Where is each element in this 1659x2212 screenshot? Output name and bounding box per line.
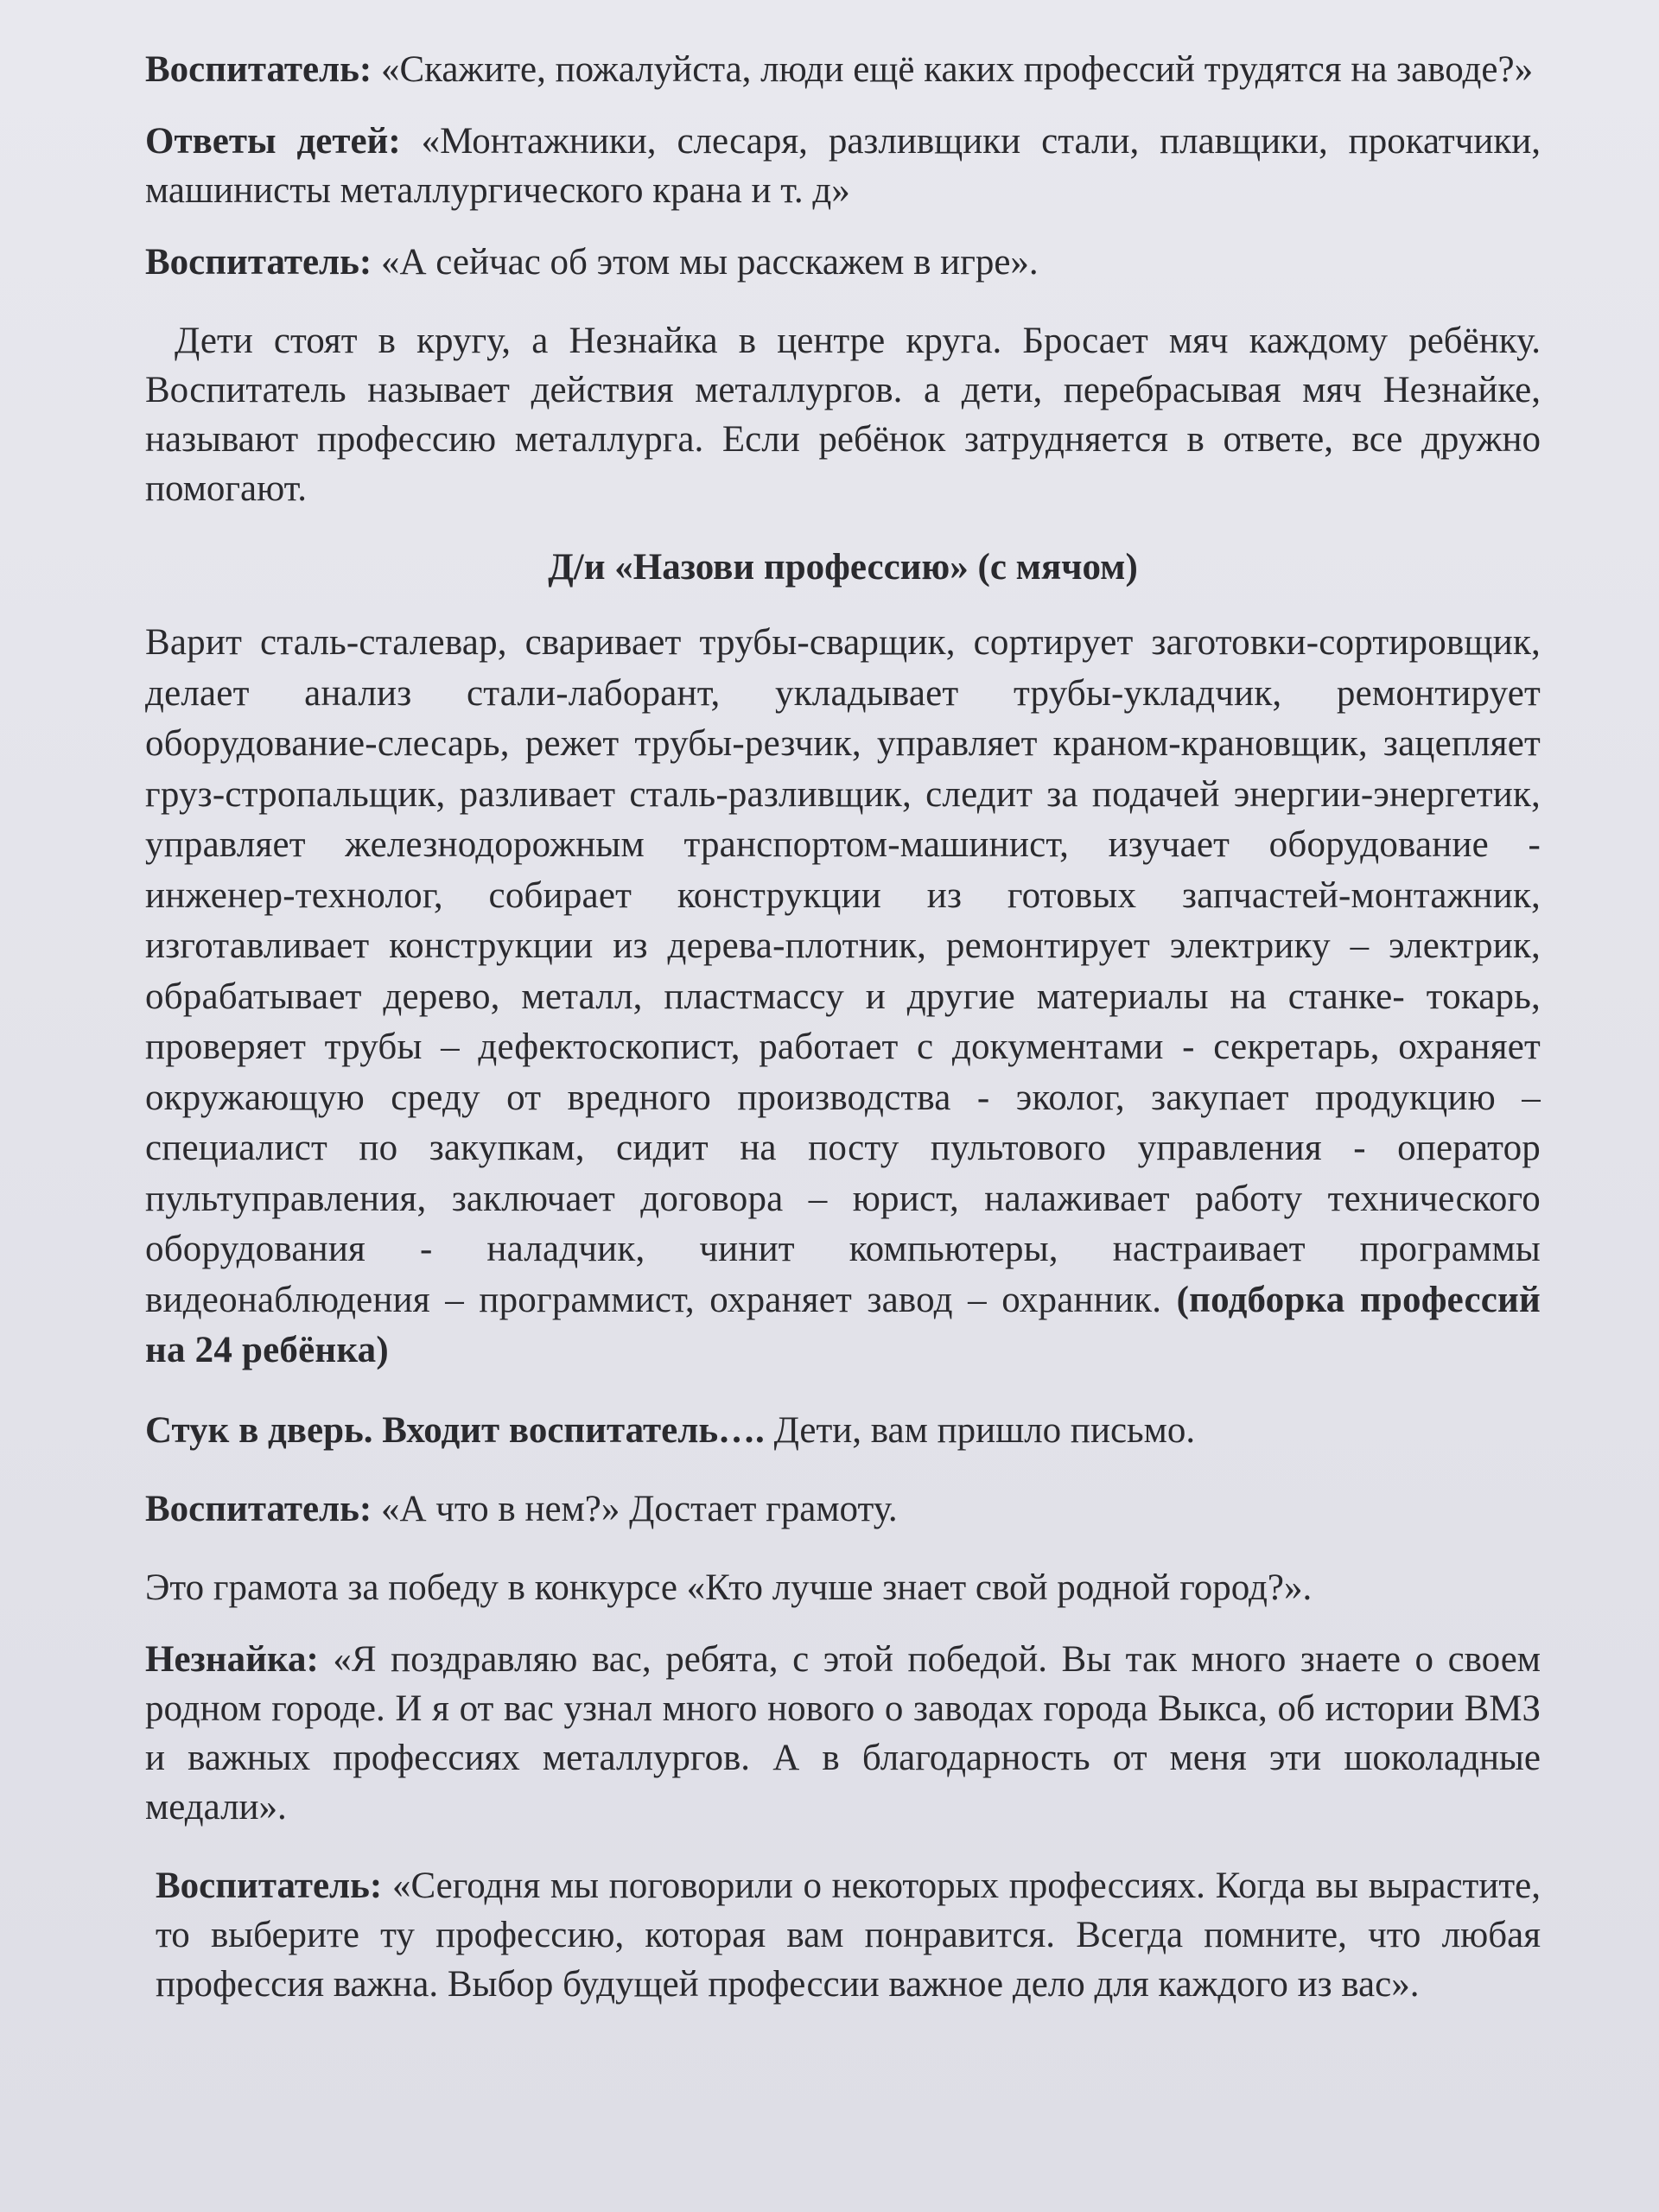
paragraph-text: Дети, вам пришло письмо. — [764, 1409, 1196, 1451]
paragraph-text: «Скажите, пожалуйста, люди ещё каких профессий трудятся на заводе?» — [372, 49, 1534, 90]
paragraph-text: «А сейчас об этом мы расскажем в игре». — [372, 242, 1039, 283]
paragraph-text: Дети стоят в кругу, а Незнайка в центре круга. Бросает мяч каждому ребёнку. Воспитатель называет действия металлургов. а дети, перебрасывая мяч Незнайке, называют профессию металлурга. Если ребёнок затрудняется в ответе, все дружно помогают. — [145, 321, 1541, 509]
paragraph-game-description — [145, 316, 1541, 513]
paragraph-neznayka-speech — [145, 1635, 1541, 1832]
speaker-label: Воспитатель: — [145, 242, 372, 283]
paragraph-certificate-text — [145, 1563, 1541, 1612]
paragraph-text: «Я поздравляю вас, ребята, с этой победой. Вы так много знаете о своем родном городе. И я от вас узнал много нового о заводах города Выкса, об истории ВМЗ и важных профессиях металлургов. А в благодарность от меня эти шоколадные медали». — [145, 1638, 1541, 1827]
paragraph-teacher-certificate — [145, 1484, 1541, 1534]
paragraph-text: Варит сталь-сталевар, сваривает трубы-сварщик, сортирует заготовки-сортировщик, делает анализ стали-лаборант, укладывает трубы-укладчик, ремонтирует оборудование-слесарь, режет трубы-резчик, управляет краном-крановщик, зацепляет груз-стропальщик, разливает сталь-разливщик, следит за подачей энергии-энергетик, управляет железнодорожным транспортом-машинист, изучает оборудование - инженер-технолог, собирает конструкции из готовых запчастей-монтажник, изготавливает конструкции из дерева-плотник, ремонтирует электрику – электрик, обрабатывает дерево, металл, пластмассу и другие материалы на станке- токарь, проверяет трубы – дефектоскопист, работает с документами - секретарь, охраняет окружающую среду от вредного производства - эколог, закупает продукцию – специалист по закупкам, сидит на посту пультового управления - оператор пультуправления, заключает договора – юрист, налаживает работу технического оборудования - наладчик, чинит компьютеры, настраивает программы видеонаблюдения – программист, охраняет завод – охранник. — [145, 622, 1541, 1320]
paragraph-text: Это грамота за победу в конкурсе «Кто лучше знает свой родной город?». — [145, 1567, 1313, 1608]
stage-direction: Стук в дверь. Входит воспитатель…. — [145, 1409, 765, 1451]
speaker-label: Ответы детей: — [145, 121, 401, 162]
speaker-label: Воспитатель: — [156, 1865, 383, 1906]
speaker-label: Незнайка: — [145, 1638, 319, 1680]
paragraph-knock — [145, 1406, 1541, 1455]
paragraph-text: «А что в нем?» Достает грамоту. — [372, 1488, 898, 1529]
paragraph-children-answers — [145, 117, 1541, 215]
paragraph-teacher-game-intro — [145, 238, 1541, 287]
paragraph-text: «Монтажники, слесаря, разливщики стали, плавщики, прокатчики, машинисты металлургического крана и т. д» — [145, 121, 1541, 211]
professions-note: (подборка профессий на 24 ребёнка) — [145, 1279, 1541, 1370]
speaker-label: Воспитатель: — [145, 1488, 372, 1529]
paragraph-teacher-conclusion — [145, 1861, 1541, 2009]
game-title: Д/и «Назови профессию» (с мячом) — [548, 547, 1138, 588]
paragraph-professions-list — [145, 618, 1541, 1376]
document-body — [145, 45, 1541, 2009]
paragraph-text: «Сегодня мы поговорили о некоторых профессиях. Когда вы вырастите, то выберите ту профессию, которая вам понравится. Всегда помните, что любая профессия важна. Выбор будущей профессии важное дело для каждого из вас». — [156, 1865, 1541, 2005]
paragraph-teacher-question — [145, 45, 1541, 94]
speaker-label: Воспитатель: — [145, 49, 372, 90]
